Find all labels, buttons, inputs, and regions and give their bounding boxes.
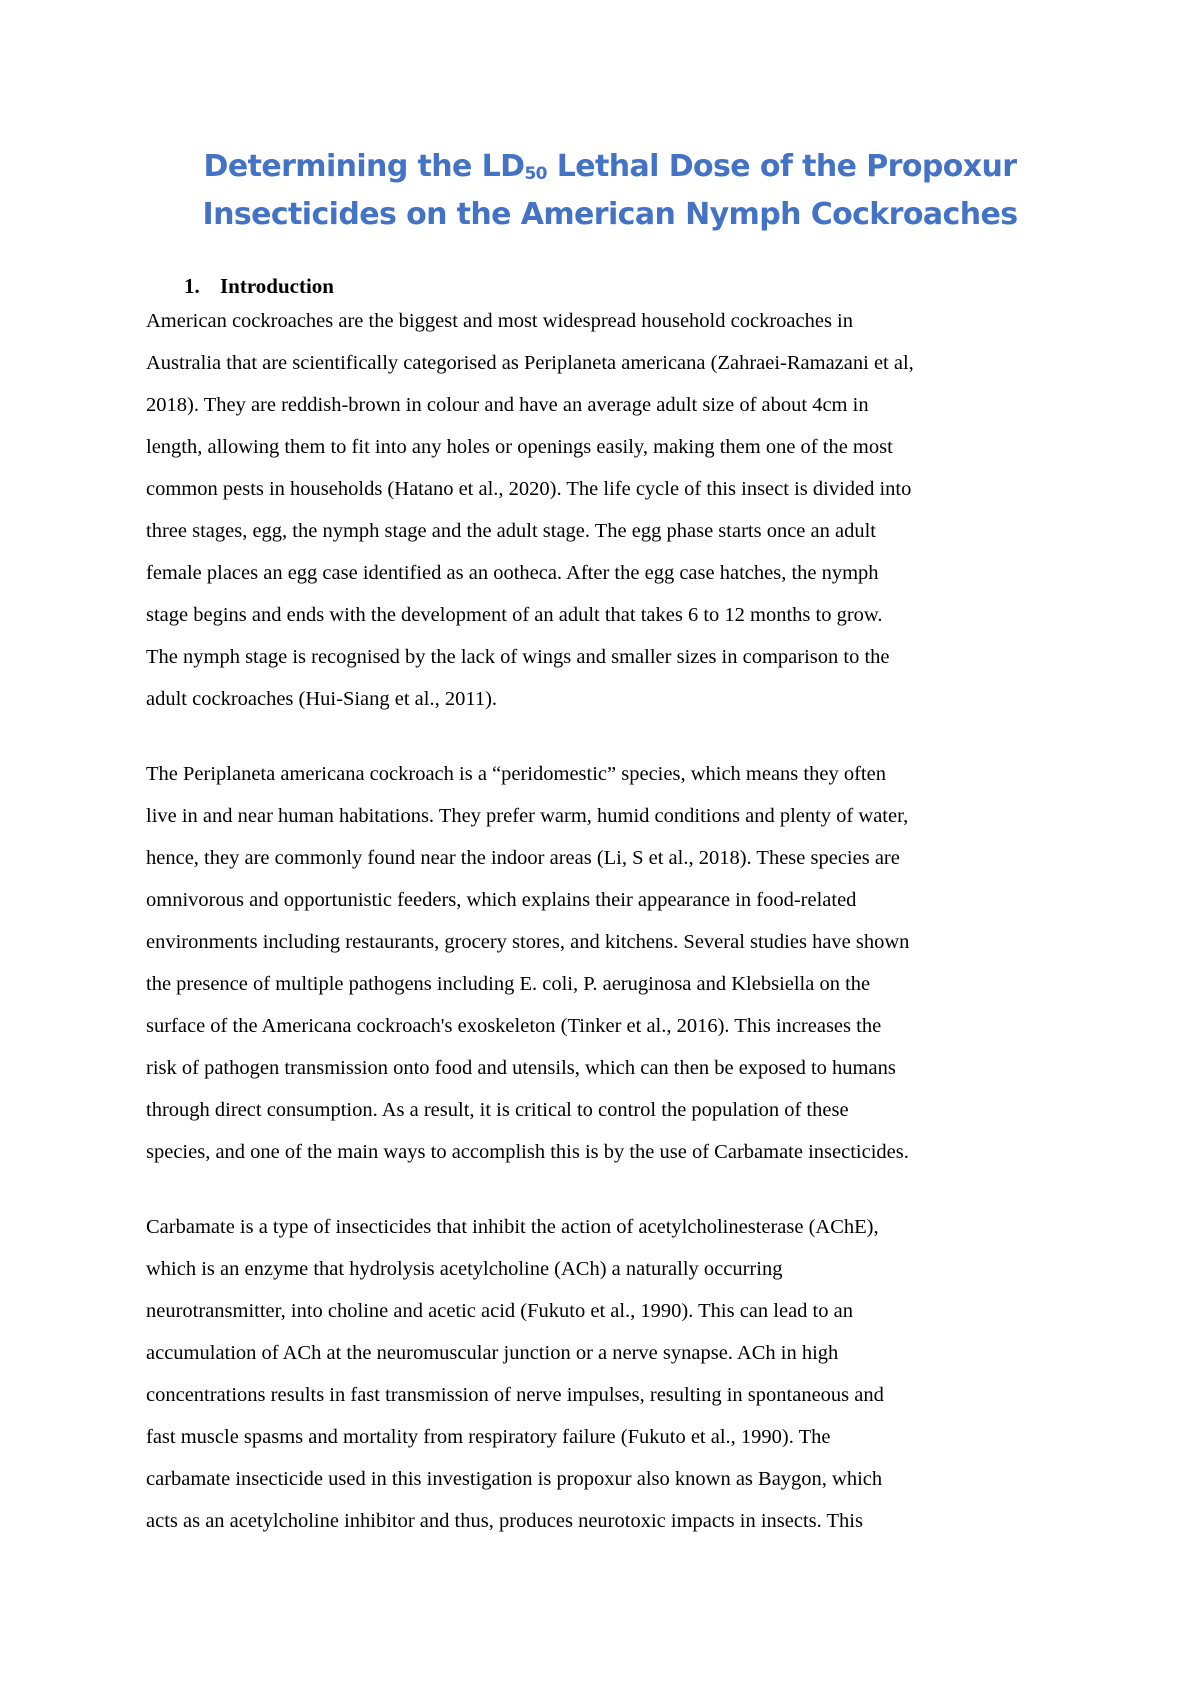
paragraph-3: [146, 1206, 1086, 1542]
text-line: stage begins and ends with the development of an adult that takes 6 to 12 months to grow.: [146, 604, 883, 626]
text-line: 2018). They are reddish-brown in colour and have an average adult size of about 4cm in: [146, 394, 869, 416]
text-line: which is an enzyme that hydrolysis acetylcholine (ACh) a naturally occurring: [146, 1258, 783, 1280]
text-line: adult cockroaches (Hui-Siang et al., 2011).: [146, 688, 498, 710]
text-line: three stages, egg, the nymph stage and the adult stage. The egg phase starts once an adult: [146, 520, 876, 542]
text-line: surface of the Americana cockroach's exoskeleton (Tinker et al., 2016). This increases the: [146, 1015, 882, 1037]
section-heading-introduction: [184, 272, 334, 300]
section-number: 1.: [184, 274, 200, 298]
text-line: Carbamate is a type of insecticides that inhibit the action of acetylcholinesterase (AChE),: [146, 1216, 879, 1238]
text-line: American cockroaches are the biggest and most widespread household cockroaches in: [146, 310, 853, 332]
text-line: acts as an acetylcholine inhibitor and thus, produces neurotoxic impacts in insects. This: [146, 1510, 863, 1532]
text-line: concentrations results in fast transmission of nerve impulses, resulting in spontaneous and: [146, 1384, 884, 1406]
text-line: live in and near human habitations. They prefer warm, humid conditions and plenty of water,: [146, 805, 909, 827]
text-line: Australia that are scientifically categorised as Periplaneta americana (Zahraei-Ramazani et al,: [146, 352, 914, 374]
text-line: fast muscle spasms and mortality from respiratory failure (Fukuto et al., 1990). The: [146, 1426, 831, 1448]
text-line: length, allowing them to fit into any holes or openings easily, making them one of the most: [146, 436, 893, 458]
title-line-1: [140, 143, 1080, 191]
text-line: the presence of multiple pathogens including E. coli, P. aeruginosa and Klebsiella on the: [146, 973, 871, 995]
text-line: environments including restaurants, grocery stores, and kitchens. Several studies have shown: [146, 931, 910, 953]
text-line: The nymph stage is recognised by the lack of wings and smaller sizes in comparison to the: [146, 646, 890, 668]
paragraph-2: [146, 753, 1086, 1173]
text-line: species, and one of the main ways to accomplish this is by the use of Carbamate insecticides.: [146, 1141, 909, 1163]
title-text-part: Determining the LD: [203, 149, 525, 184]
text-line: accumulation of ACh at the neuromuscular junction or a nerve synapse. ACh in high: [146, 1342, 839, 1364]
text-line: carbamate insecticide used in this investigation is propoxur also known as Baygon, which: [146, 1468, 883, 1490]
title-text-part: Lethal Dose of the Propoxur: [546, 149, 1017, 184]
title-subscript: 50: [524, 164, 547, 184]
text-line: neurotransmitter, into choline and acetic acid (Fukuto et al., 1990). This can lead to an: [146, 1300, 853, 1322]
text-line: through direct consumption. As a result, it is critical to control the population of these: [146, 1099, 849, 1121]
section-heading-text: Introduction: [220, 274, 334, 298]
text-line: risk of pathogen transmission onto food and utensils, which can then be exposed to humans: [146, 1057, 896, 1079]
text-line: The Periplaneta americana cockroach is a “peridomestic” species, which means they often: [146, 763, 886, 785]
title-line-2: Insecticides on the American Nymph Cockroaches: [202, 197, 1018, 232]
document-title: [140, 143, 1080, 239]
text-line: hence, they are commonly found near the indoor areas (Li, S et al., 2018). These species are: [146, 847, 900, 869]
text-line: common pests in households (Hatano et al., 2020). The life cycle of this insect is divided into: [146, 478, 912, 500]
text-line: female places an egg case identified as an ootheca. After the egg case hatches, the nymph: [146, 562, 879, 584]
paragraph-1: [146, 300, 1086, 720]
text-line: omnivorous and opportunistic feeders, which explains their appearance in food-related: [146, 889, 857, 911]
